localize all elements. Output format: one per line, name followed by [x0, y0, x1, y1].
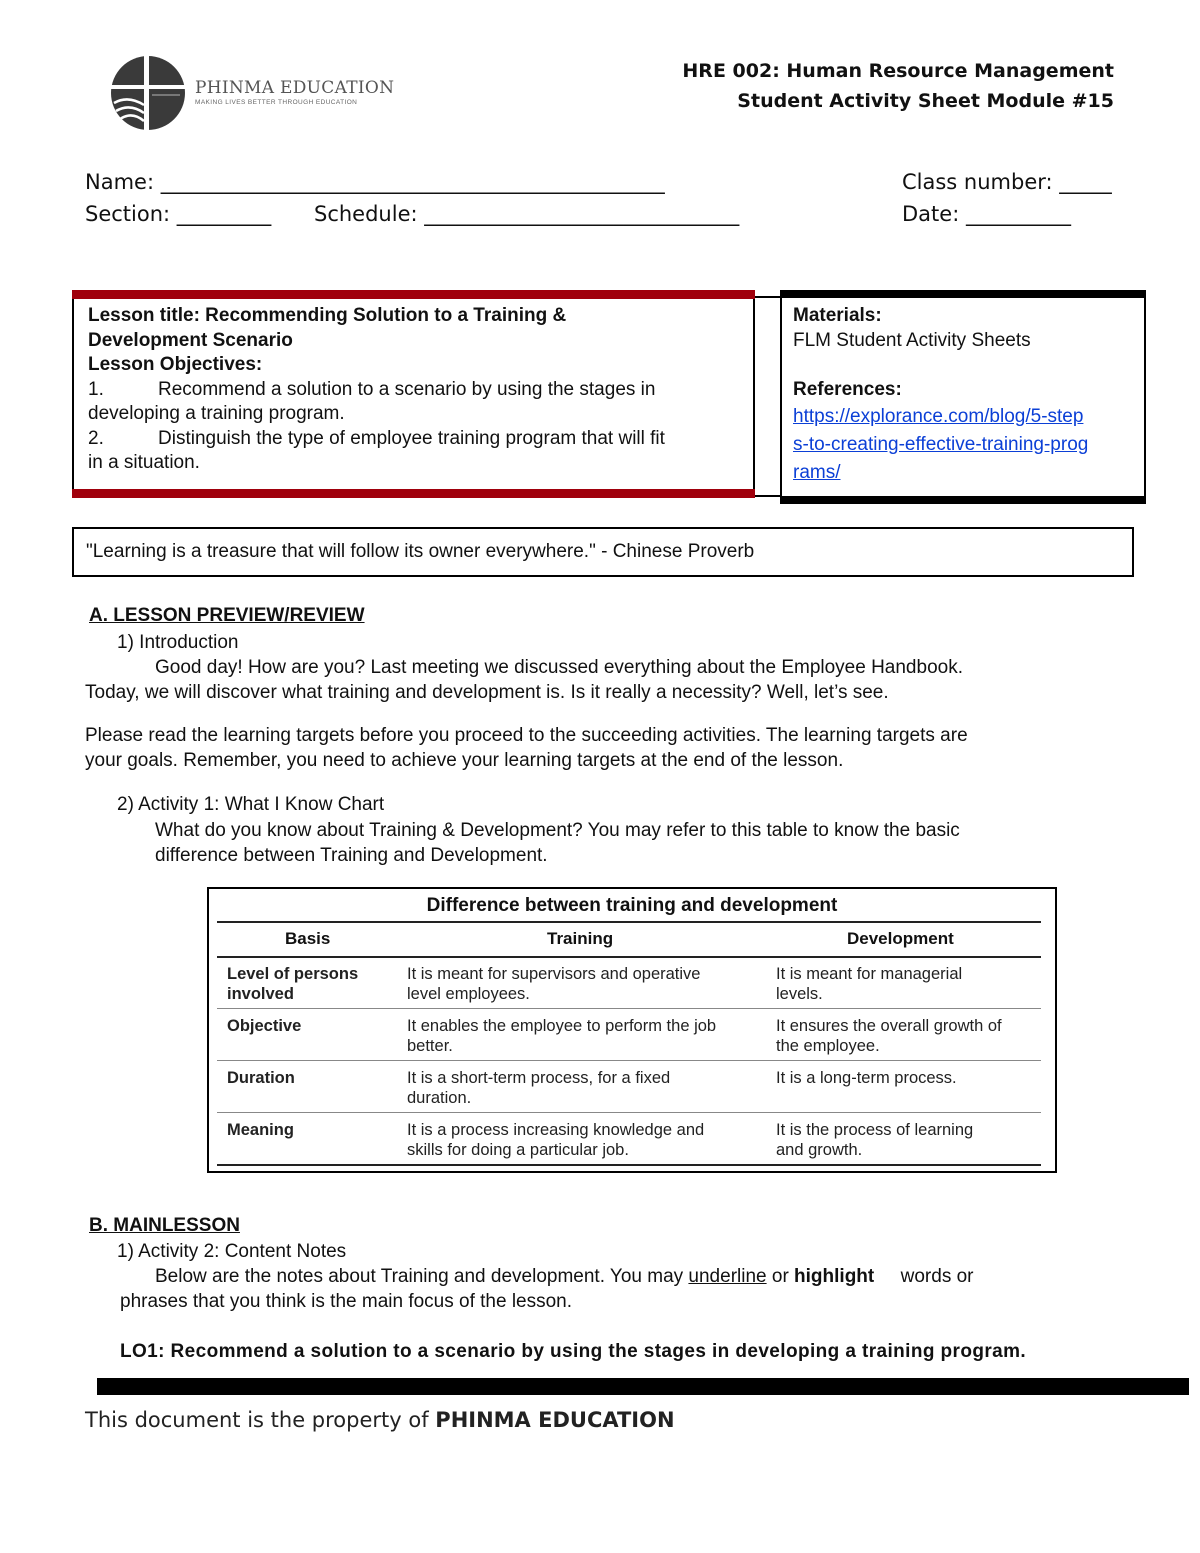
notes-line1: Below are the notes about Training and development. You may underline or highlight words or — [155, 1266, 974, 1287]
logo-name: PHINMA EDUCATION — [195, 78, 395, 98]
header-basis: Basis — [285, 929, 331, 948]
reference-link[interactable]: https://explorance.com/blog/5-step s-to-creating-effective-training-prog rams/ — [793, 405, 1089, 483]
table-cell: It is a process increasing knowledge and skills for doing a particular job. — [407, 1121, 705, 1159]
date-field: Date: __________ — [902, 202, 1071, 226]
lo1-statement: LO1: Recommend a solution to a scenario by using the stages in developing a training program. — [120, 1341, 1027, 1362]
section-field: Section: _________ — [85, 202, 272, 226]
objective-2: 2. Distinguish the type of employee training program that will fit — [88, 427, 665, 449]
lesson-box — [72, 290, 755, 498]
table-cell: It ensures the overall growth of the employee. — [776, 1017, 1002, 1055]
objective-1-cont: developing a training program. — [88, 403, 345, 424]
table-row: Level of persons involved — [227, 965, 359, 1003]
table-row: Objective — [227, 1017, 302, 1035]
notes-line2: phrases that you think is the main focus of the lesson. — [120, 1291, 573, 1312]
activity1-line2: difference between Training and Development. — [155, 845, 548, 866]
header-training: Training — [547, 929, 614, 948]
targets-line2: your goals. Remember, you need to achieve your learning targets at the end of the lesson. — [85, 750, 844, 771]
table-cell: It is a short-term process, for a fixed duration. — [407, 1069, 671, 1107]
materials-label: Materials: — [793, 305, 882, 326]
logo-tagline: MAKING LIVES BETTER THROUGH EDUCATION — [195, 99, 358, 106]
objectives-label: Lesson Objectives: — [88, 354, 263, 375]
class-number-field: Class number: _____ — [902, 170, 1112, 194]
references-label: References: — [793, 379, 902, 400]
objective-2-cont: in a situation. — [88, 452, 200, 473]
table-cell: It is meant for supervisors and operative level employees. — [407, 965, 701, 1003]
targets-line1: Please read the learning targets before you proceed to the succeeding activities. The learning targets are — [85, 725, 968, 746]
schedule-field: Schedule: ______________________________ — [314, 202, 740, 226]
lesson-title-line2: Development Scenario — [88, 329, 293, 351]
course-title: HRE 002: Human Resource Management — [682, 60, 1114, 82]
section-b-title: B. MAINLESSON — [89, 1215, 240, 1236]
table-cell: It is the process of learning and growth. — [776, 1121, 974, 1159]
table-row: Duration — [227, 1069, 295, 1087]
footer-bar — [97, 1378, 1189, 1395]
intro-item: 1) Introduction — [117, 632, 239, 653]
name-field: Name: ________________________________________________ — [85, 170, 665, 194]
box-connector-bottom — [755, 495, 781, 497]
materials-value: FLM Student Activity Sheets — [793, 329, 1031, 351]
table-cell: It enables the employee to perform the job better. — [407, 1017, 717, 1055]
intro-line2: Today, we will discover what training and development is. Is it really a necessity? Well, let’s see. — [85, 682, 889, 703]
header-development: Development — [847, 929, 954, 948]
sheet-title: Student Activity Sheet Module #15 — [737, 90, 1114, 112]
intro-line1: Good day! How are you? Last meeting we discussed everything about the Employee Handbook. — [155, 657, 963, 678]
table-cell: It is meant for managerial levels. — [776, 965, 963, 1003]
objective-1: 1. Recommend a solution to a scenario by using the stages in — [88, 378, 656, 400]
table-title: Difference between training and development — [426, 895, 838, 916]
section-a-title: A. LESSON PREVIEW/REVIEW — [89, 605, 365, 626]
quote-box: "Learning is a treasure that will follow its owner everywhere." - Chinese Proverb — [72, 527, 1134, 577]
activity2-item: 1) Activity 2: Content Notes — [117, 1241, 347, 1262]
footer-text: This document is the property of PHINMA EDUCATION — [85, 1408, 675, 1432]
materials-box — [780, 290, 1146, 504]
activity1-item: 2) Activity 1: What I Know Chart — [117, 794, 385, 815]
table-row: Meaning — [227, 1121, 294, 1139]
box-connector-top — [755, 296, 781, 298]
table-cell: It is a long-term process. — [776, 1069, 957, 1087]
activity1-line1: What do you know about Training & Development? You may refer to this table to know the basic — [155, 820, 960, 841]
training-development-table — [207, 887, 1057, 1173]
lesson-title-line1: Lesson title: Recommending Solution to a Training & — [88, 305, 567, 326]
